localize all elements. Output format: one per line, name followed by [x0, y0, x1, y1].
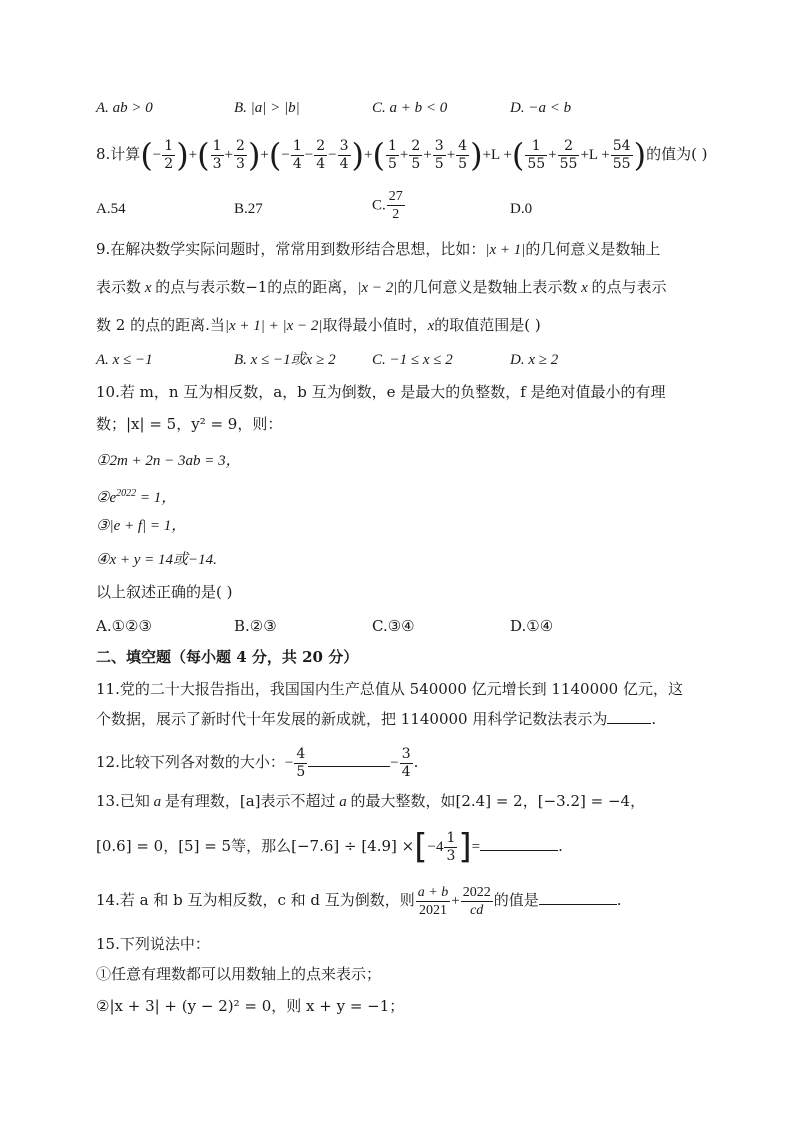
q9-line-2: 表示数 x 的点与表示数−1的点的距离，|x − 2|的几何意义是数轴上表示数 x 的点与表示: [96, 278, 667, 296]
q8-suffix: 的值为( ): [646, 145, 708, 163]
q15-statement-2: ②|x + 3| + (y − 2)² = 0，则 x + y = −1；: [96, 997, 405, 1015]
q11-line-1: 11.党的二十大报告指出，我国国内生产总值从 540000 亿元增长到 1140000 亿元，这: [96, 680, 683, 698]
q10-option-b: B.②③: [234, 617, 277, 635]
q13-answer-blank[interactable]: [480, 850, 558, 851]
q8-stem: 8.计算(− $\frac{1}{2}$ )+( $\frac{1}{3}$ + $\frac{2}{3}$ )+(− $\frac{1}{4}$ − $\frac{2}{4}$ − $\frac{3}{4}$ )+( $\frac{1}{5}$ + $\frac{2}{5}$ + $\frac{3}{5}$ + $\frac{4}{5}$ )+L +( $\frac{1}{55}$ + $\frac{2}{55}$ +L + $\frac{54}{55}$ )的值为( ): [96, 136, 708, 174]
q15-statement-1: ①任意有理数都可以用数轴上的点来表示；: [96, 965, 382, 983]
q14-stem: 14.若 a 和 b 互为相反数，c 和 d 互为倒数，则 $\frac{a + b}{2021}$ + $\frac{2022}{cd}$ 的值是 .: [96, 884, 622, 918]
section-title-fill-in: 二、填空题（每小题 4 分，共 20 分）: [96, 648, 359, 666]
q14-answer-blank[interactable]: [539, 904, 617, 905]
q9-option-a: A. x ≤ −1: [96, 352, 153, 368]
q9-line-1: 9.在解决数学实际问题时，常常用到数形结合思想，比如：|x + 1|的几何意义是数轴上: [96, 240, 661, 258]
q9-option-c: C. −1 ≤ x ≤ 2: [372, 352, 453, 368]
q7-option-d: D. −a < b: [510, 100, 572, 116]
q11-line-2: 个数据，展示了新时代十年发展的新成就，把 1140000 用科学记数法表示为 .: [96, 710, 657, 728]
q11-answer-blank[interactable]: [607, 723, 651, 724]
q10-statement-4: ④x + y = 14或−14.: [96, 552, 217, 568]
q7-option-b: B. |a| > |b|: [234, 100, 300, 116]
q10-statement-1: ①2m + 2n − 3ab = 3，: [96, 453, 241, 469]
q8-prefix: 8.计算: [96, 145, 141, 163]
q7-option-c: C. a + b < 0: [372, 100, 448, 116]
q15-line-1: 15.下列说法中：: [96, 935, 210, 953]
q10-line-1: 10.若 m，n 互为相反数，a，b 互为倒数，e 是最大的负整数，f 是绝对值最小的有理: [96, 383, 666, 401]
q12-stem: 12.比较下列各对数的大小：− $\frac{4}{5}$ − $\frac{3}{4}$ .: [96, 745, 419, 780]
q13-line-2: [0.6] = 0，[5] = 5等，那么[−7.6] ÷ [4.9] ×[−4 $\frac{1}{3}$ ]= .: [96, 827, 563, 867]
q9-line-3: 数 2 的点的距离.当|x + 1| + |x − 2|取得最小值时，x的取值范围是( ): [96, 316, 541, 334]
q7-option-a: A. ab > 0: [96, 100, 153, 116]
q9-option-d: D. x ≥ 2: [510, 352, 559, 368]
q10-option-d: D.①④: [510, 617, 554, 635]
q8-options: [96, 188, 696, 228]
q10-line-2: 数；|x| = 5，y² = 9，则：: [96, 415, 283, 433]
q10-statement-3: ③|e + f| = 1，: [96, 518, 187, 534]
q8-option-c: C. $\frac{27}{2}$: [372, 189, 403, 222]
q10-option-c: C.③④: [372, 617, 415, 635]
q10-option-a: A.①②③: [96, 617, 152, 635]
q8-option-a: A.54: [96, 201, 126, 217]
q10-statement-2: $②e^{2022} = 1$，: [96, 488, 177, 506]
q8-ellipsis: L: [491, 147, 500, 163]
q12-answer-blank[interactable]: [308, 766, 390, 767]
q8-option-b: B.27: [234, 201, 263, 217]
q10-question: 以上叙述正确的是( ): [96, 583, 233, 601]
q13-line-1: 13.已知 a 是有理数，[a]表示不超过 a 的最大整数，如[2.4] = 2，[−3.2] = −4，: [96, 792, 646, 810]
q9-option-b: B. x ≤ −1或x ≥ 2: [234, 352, 336, 368]
q8-option-d: D.0: [510, 201, 533, 217]
